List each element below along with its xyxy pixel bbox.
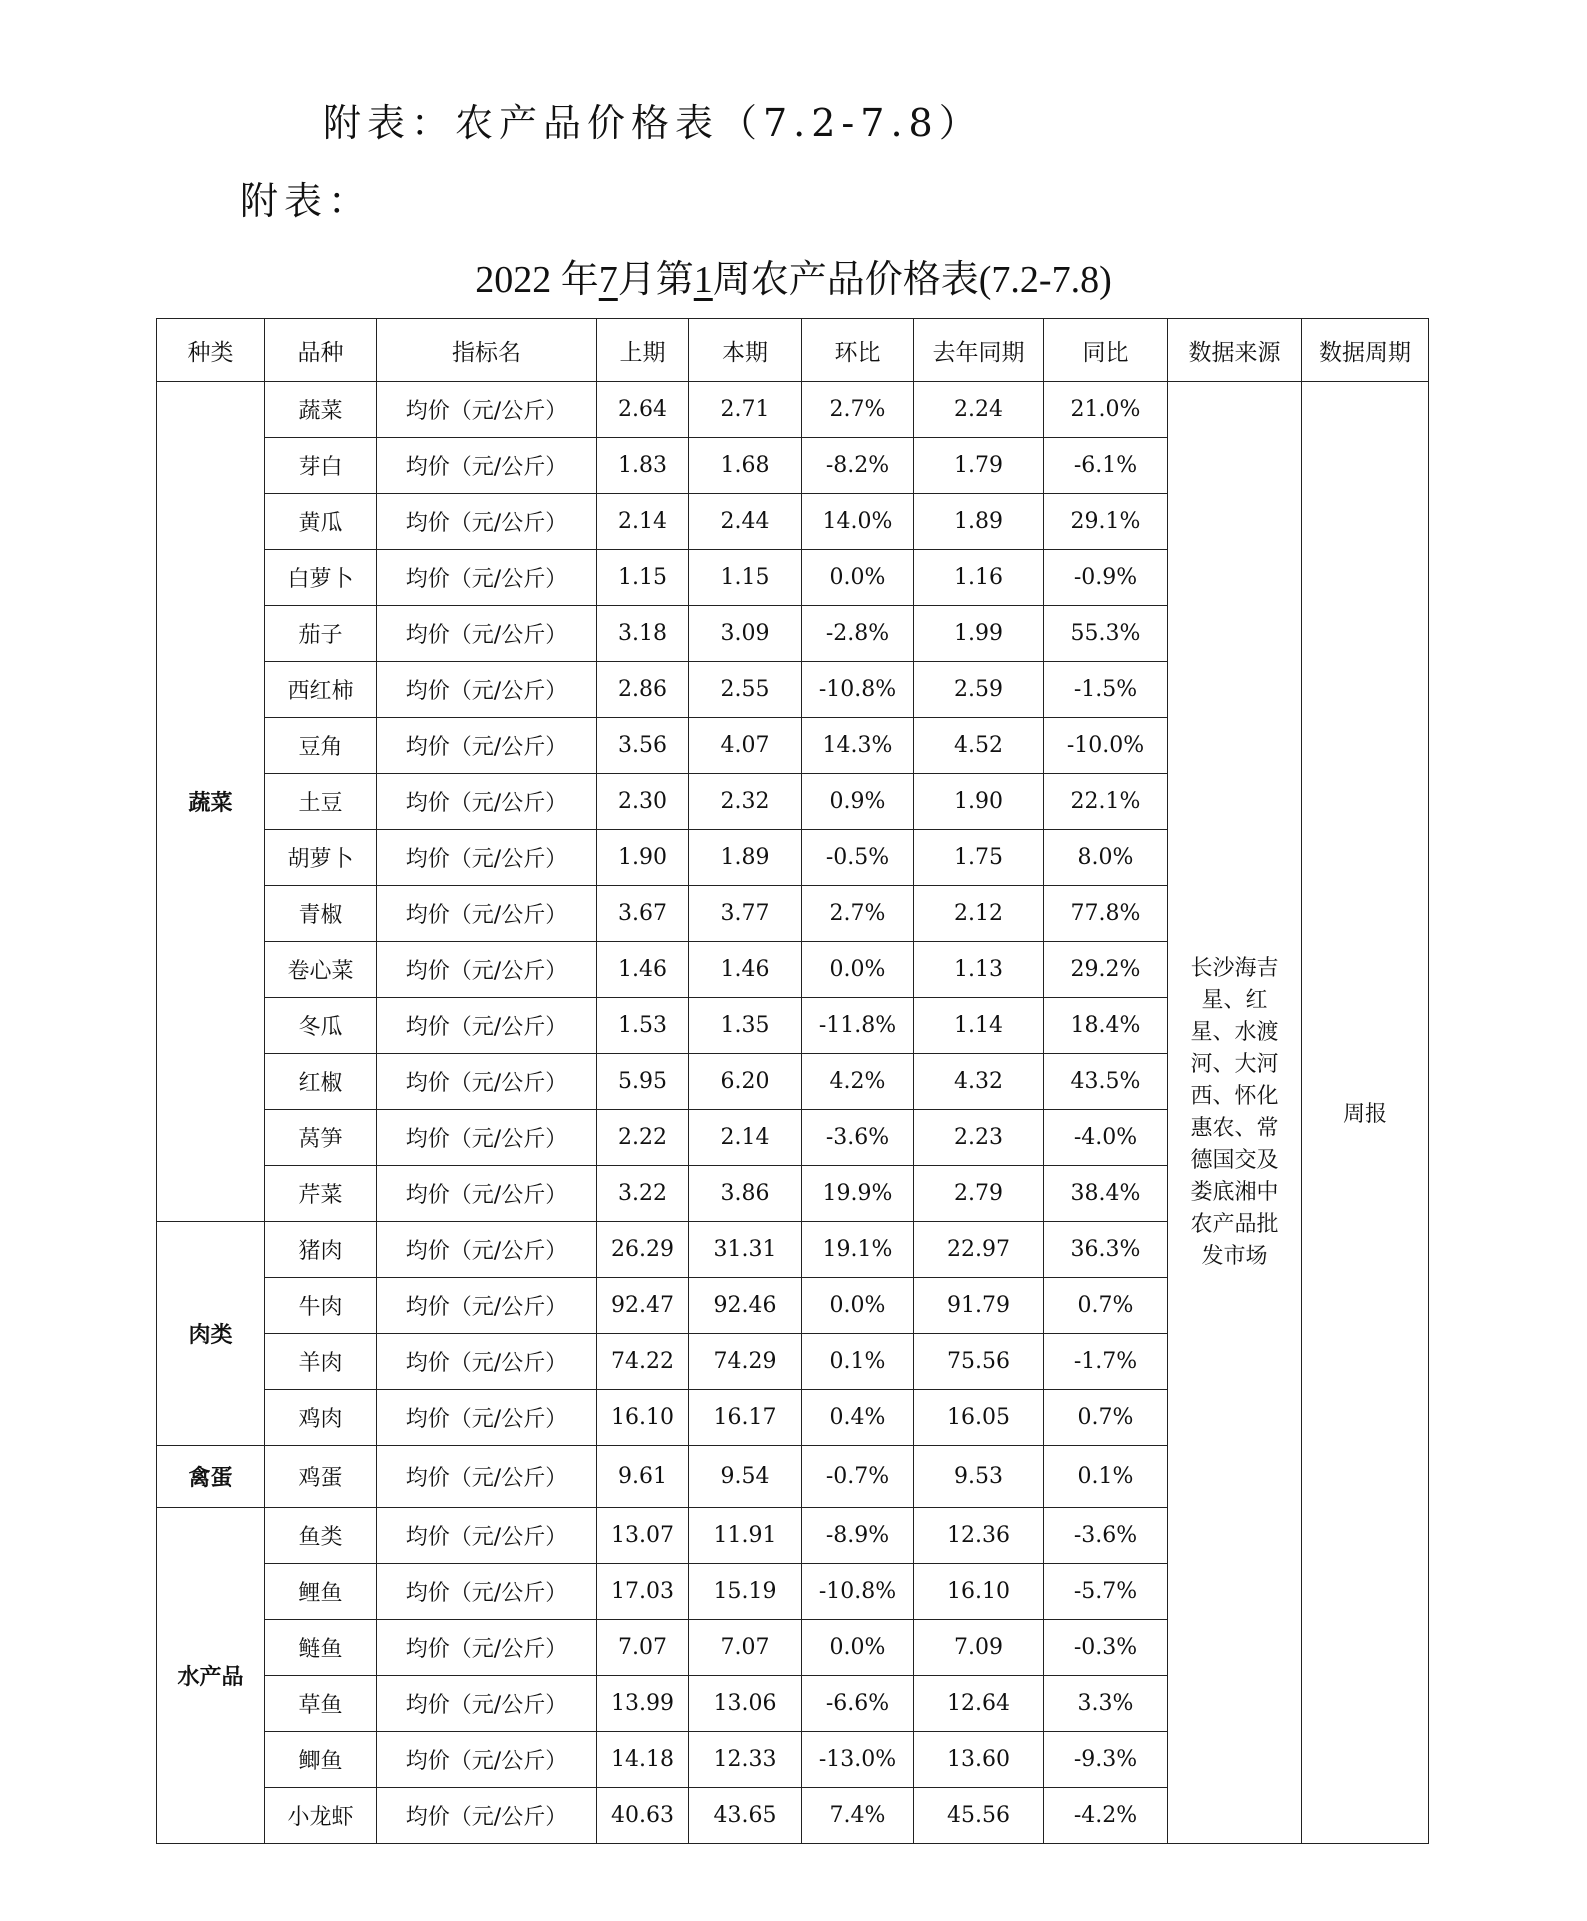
mom-change-cell: -2.8% [802, 606, 914, 662]
mom-change-cell: 2.7% [802, 382, 914, 438]
indicator-cell: 均价（元/公斤） [377, 1054, 597, 1110]
variety-cell: 土豆 [265, 774, 377, 830]
table-title [0, 248, 1587, 303]
title-week: 1 [693, 259, 713, 301]
current-value-cell: 2.71 [689, 382, 802, 438]
prev-value-cell: 1.90 [597, 830, 689, 886]
last-year-value-cell: 13.60 [914, 1732, 1044, 1788]
yoy-change-cell: 29.2% [1044, 942, 1168, 998]
yoy-change-cell: -3.6% [1044, 1508, 1168, 1564]
current-value-cell: 3.09 [689, 606, 802, 662]
current-value-cell: 92.46 [689, 1278, 802, 1334]
yoy-change-cell: 29.1% [1044, 494, 1168, 550]
yoy-change-cell: 36.3% [1044, 1222, 1168, 1278]
last-year-value-cell: 45.56 [914, 1788, 1044, 1844]
category-cell: 蔬菜 [157, 382, 265, 1222]
mom-change-cell: 0.0% [802, 942, 914, 998]
variety-cell: 羊肉 [265, 1334, 377, 1390]
variety-cell: 鲤鱼 [265, 1564, 377, 1620]
variety-cell: 红椒 [265, 1054, 377, 1110]
current-value-cell: 1.68 [689, 438, 802, 494]
indicator-cell: 均价（元/公斤） [377, 606, 597, 662]
last-year-value-cell: 91.79 [914, 1278, 1044, 1334]
prev-value-cell: 92.47 [597, 1278, 689, 1334]
indicator-cell: 均价（元/公斤） [377, 1110, 597, 1166]
last-year-value-cell: 2.59 [914, 662, 1044, 718]
last-year-value-cell: 2.12 [914, 886, 1044, 942]
current-value-cell: 7.07 [689, 1620, 802, 1676]
indicator-cell: 均价（元/公斤） [377, 494, 597, 550]
indicator-cell: 均价（元/公斤） [377, 1278, 597, 1334]
prev-value-cell: 26.29 [597, 1222, 689, 1278]
title-prefix: 2022 年 [475, 259, 599, 301]
indicator-cell: 均价（元/公斤） [377, 1732, 597, 1788]
attachment-heading: 附表：农产品价格表（7.2-7.8） [323, 101, 983, 145]
prev-value-cell: 3.56 [597, 718, 689, 774]
last-year-value-cell: 1.89 [914, 494, 1044, 550]
prev-value-cell: 1.15 [597, 550, 689, 606]
indicator-cell: 均价（元/公斤） [377, 1676, 597, 1732]
variety-cell: 小龙虾 [265, 1788, 377, 1844]
current-value-cell: 12.33 [689, 1732, 802, 1788]
last-year-value-cell: 4.32 [914, 1054, 1044, 1110]
mom-change-cell: 0.9% [802, 774, 914, 830]
mom-change-cell: 14.0% [802, 494, 914, 550]
yoy-change-cell: 21.0% [1044, 382, 1168, 438]
column-header: 品种 [265, 319, 377, 382]
variety-cell: 白萝卜 [265, 550, 377, 606]
variety-cell: 鲫鱼 [265, 1732, 377, 1788]
variety-cell: 蔬菜 [265, 382, 377, 438]
yoy-change-cell: 3.3% [1044, 1676, 1168, 1732]
variety-cell: 猪肉 [265, 1222, 377, 1278]
last-year-value-cell: 1.75 [914, 830, 1044, 886]
variety-cell: 鸡肉 [265, 1390, 377, 1446]
prev-value-cell: 74.22 [597, 1334, 689, 1390]
indicator-cell: 均价（元/公斤） [377, 886, 597, 942]
yoy-change-cell: -0.3% [1044, 1620, 1168, 1676]
last-year-value-cell: 9.53 [914, 1446, 1044, 1508]
last-year-value-cell: 1.16 [914, 550, 1044, 606]
indicator-cell: 均价（元/公斤） [377, 550, 597, 606]
current-value-cell: 13.06 [689, 1676, 802, 1732]
current-value-cell: 2.14 [689, 1110, 802, 1166]
current-value-cell: 16.17 [689, 1390, 802, 1446]
yoy-change-cell: 0.1% [1044, 1446, 1168, 1508]
table-header-row [157, 319, 1429, 382]
yoy-change-cell: 8.0% [1044, 830, 1168, 886]
current-value-cell: 1.89 [689, 830, 802, 886]
attachment-subheading: 附表： [240, 179, 373, 223]
column-header: 同比 [1044, 319, 1168, 382]
indicator-cell: 均价（元/公斤） [377, 998, 597, 1054]
mom-change-cell: -11.8% [802, 998, 914, 1054]
yoy-change-cell: -1.7% [1044, 1334, 1168, 1390]
current-value-cell: 1.46 [689, 942, 802, 998]
variety-cell: 黄瓜 [265, 494, 377, 550]
variety-cell: 卷心菜 [265, 942, 377, 998]
variety-cell: 莴笋 [265, 1110, 377, 1166]
yoy-change-cell: 43.5% [1044, 1054, 1168, 1110]
indicator-cell: 均价（元/公斤） [377, 830, 597, 886]
prev-value-cell: 13.99 [597, 1676, 689, 1732]
mom-change-cell: 14.3% [802, 718, 914, 774]
prev-value-cell: 2.64 [597, 382, 689, 438]
category-cell: 水产品 [157, 1508, 265, 1844]
mom-change-cell: -8.9% [802, 1508, 914, 1564]
mom-change-cell: 0.0% [802, 550, 914, 606]
mom-change-cell: 19.1% [802, 1222, 914, 1278]
last-year-value-cell: 4.52 [914, 718, 1044, 774]
price-table [156, 318, 1429, 1844]
prev-value-cell: 3.67 [597, 886, 689, 942]
last-year-value-cell: 12.64 [914, 1676, 1044, 1732]
current-value-cell: 4.07 [689, 718, 802, 774]
mom-change-cell: 0.1% [802, 1334, 914, 1390]
current-value-cell: 74.29 [689, 1334, 802, 1390]
current-value-cell: 31.31 [689, 1222, 802, 1278]
last-year-value-cell: 2.24 [914, 382, 1044, 438]
indicator-cell: 均价（元/公斤） [377, 1564, 597, 1620]
indicator-cell: 均价（元/公斤） [377, 1446, 597, 1508]
indicator-cell: 均价（元/公斤） [377, 1390, 597, 1446]
indicator-cell: 均价（元/公斤） [377, 1620, 597, 1676]
mom-change-cell: -6.6% [802, 1676, 914, 1732]
category-cell: 禽蛋 [157, 1446, 265, 1508]
variety-cell: 冬瓜 [265, 998, 377, 1054]
table-body [157, 382, 1429, 1844]
yoy-change-cell: -9.3% [1044, 1732, 1168, 1788]
last-year-value-cell: 22.97 [914, 1222, 1044, 1278]
prev-value-cell: 16.10 [597, 1390, 689, 1446]
prev-value-cell: 14.18 [597, 1732, 689, 1788]
last-year-value-cell: 2.79 [914, 1166, 1044, 1222]
current-value-cell: 2.44 [689, 494, 802, 550]
mom-change-cell: -0.5% [802, 830, 914, 886]
variety-cell: 芽白 [265, 438, 377, 494]
mom-change-cell: -0.7% [802, 1446, 914, 1508]
column-header: 种类 [157, 319, 265, 382]
mom-change-cell: -8.2% [802, 438, 914, 494]
column-header: 去年同期 [914, 319, 1044, 382]
last-year-value-cell: 1.14 [914, 998, 1044, 1054]
indicator-cell: 均价（元/公斤） [377, 718, 597, 774]
current-value-cell: 43.65 [689, 1788, 802, 1844]
prev-value-cell: 2.86 [597, 662, 689, 718]
last-year-value-cell: 16.10 [914, 1564, 1044, 1620]
current-value-cell: 1.15 [689, 550, 802, 606]
mom-change-cell: 7.4% [802, 1788, 914, 1844]
yoy-change-cell: -1.5% [1044, 662, 1168, 718]
indicator-cell: 均价（元/公斤） [377, 942, 597, 998]
current-value-cell: 2.55 [689, 662, 802, 718]
indicator-cell: 均价（元/公斤） [377, 438, 597, 494]
column-header: 上期 [597, 319, 689, 382]
mom-change-cell: -10.8% [802, 1564, 914, 1620]
table-row [157, 382, 1429, 438]
last-year-value-cell: 12.36 [914, 1508, 1044, 1564]
yoy-change-cell: -10.0% [1044, 718, 1168, 774]
current-value-cell: 3.86 [689, 1166, 802, 1222]
current-value-cell: 6.20 [689, 1054, 802, 1110]
yoy-change-cell: -5.7% [1044, 1564, 1168, 1620]
prev-value-cell: 2.22 [597, 1110, 689, 1166]
yoy-change-cell: -4.2% [1044, 1788, 1168, 1844]
current-value-cell: 9.54 [689, 1446, 802, 1508]
current-value-cell: 15.19 [689, 1564, 802, 1620]
prev-value-cell: 13.07 [597, 1508, 689, 1564]
title-month: 7 [598, 259, 618, 301]
last-year-value-cell: 2.23 [914, 1110, 1044, 1166]
yoy-change-cell: -0.9% [1044, 550, 1168, 606]
data-source-cell: 长沙海吉星、红星、水渡河、大河西、怀化惠农、常德国交及娄底湘中农产品批发市场 [1168, 382, 1302, 1844]
prev-value-cell: 3.18 [597, 606, 689, 662]
mom-change-cell: 0.0% [802, 1620, 914, 1676]
yoy-change-cell: 38.4% [1044, 1166, 1168, 1222]
yoy-change-cell: 55.3% [1044, 606, 1168, 662]
mom-change-cell: -10.8% [802, 662, 914, 718]
mom-change-cell: 0.0% [802, 1278, 914, 1334]
column-header: 环比 [802, 319, 914, 382]
prev-value-cell: 9.61 [597, 1446, 689, 1508]
yoy-change-cell: 77.8% [1044, 886, 1168, 942]
prev-value-cell: 1.83 [597, 438, 689, 494]
variety-cell: 鸡蛋 [265, 1446, 377, 1508]
indicator-cell: 均价（元/公斤） [377, 1166, 597, 1222]
indicator-cell: 均价（元/公斤） [377, 382, 597, 438]
indicator-cell: 均价（元/公斤） [377, 774, 597, 830]
variety-cell: 芹菜 [265, 1166, 377, 1222]
title-suffix: 周农产品价格表(7.2-7.8) [712, 259, 1112, 301]
current-value-cell: 2.32 [689, 774, 802, 830]
yoy-change-cell: 0.7% [1044, 1390, 1168, 1446]
variety-cell: 鱼类 [265, 1508, 377, 1564]
variety-cell: 鲢鱼 [265, 1620, 377, 1676]
data-period-cell: 周报 [1302, 382, 1429, 1844]
prev-value-cell: 2.30 [597, 774, 689, 830]
column-header: 本期 [689, 319, 802, 382]
prev-value-cell: 40.63 [597, 1788, 689, 1844]
prev-value-cell: 17.03 [597, 1564, 689, 1620]
variety-cell: 豆角 [265, 718, 377, 774]
prev-value-cell: 3.22 [597, 1166, 689, 1222]
mom-change-cell: -13.0% [802, 1732, 914, 1788]
prev-value-cell: 7.07 [597, 1620, 689, 1676]
last-year-value-cell: 1.90 [914, 774, 1044, 830]
yoy-change-cell: 22.1% [1044, 774, 1168, 830]
mom-change-cell: 4.2% [802, 1054, 914, 1110]
prev-value-cell: 2.14 [597, 494, 689, 550]
indicator-cell: 均价（元/公斤） [377, 662, 597, 718]
current-value-cell: 1.35 [689, 998, 802, 1054]
last-year-value-cell: 7.09 [914, 1620, 1044, 1676]
last-year-value-cell: 1.79 [914, 438, 1044, 494]
variety-cell: 茄子 [265, 606, 377, 662]
yoy-change-cell: 0.7% [1044, 1278, 1168, 1334]
yoy-change-cell: -6.1% [1044, 438, 1168, 494]
column-header: 数据周期 [1302, 319, 1429, 382]
variety-cell: 草鱼 [265, 1676, 377, 1732]
current-value-cell: 3.77 [689, 886, 802, 942]
prev-value-cell: 1.46 [597, 942, 689, 998]
prev-value-cell: 5.95 [597, 1054, 689, 1110]
yoy-change-cell: -4.0% [1044, 1110, 1168, 1166]
current-value-cell: 11.91 [689, 1508, 802, 1564]
mom-change-cell: -3.6% [802, 1110, 914, 1166]
mom-change-cell: 2.7% [802, 886, 914, 942]
indicator-cell: 均价（元/公斤） [377, 1222, 597, 1278]
variety-cell: 西红柿 [265, 662, 377, 718]
indicator-cell: 均价（元/公斤） [377, 1788, 597, 1844]
indicator-cell: 均价（元/公斤） [377, 1508, 597, 1564]
yoy-change-cell: 18.4% [1044, 998, 1168, 1054]
mom-change-cell: 0.4% [802, 1390, 914, 1446]
last-year-value-cell: 1.99 [914, 606, 1044, 662]
variety-cell: 胡萝卜 [265, 830, 377, 886]
title-mid: 月第 [617, 259, 694, 301]
last-year-value-cell: 1.13 [914, 942, 1044, 998]
category-cell: 肉类 [157, 1222, 265, 1446]
column-header: 指标名 [377, 319, 597, 382]
variety-cell: 牛肉 [265, 1278, 377, 1334]
last-year-value-cell: 16.05 [914, 1390, 1044, 1446]
variety-cell: 青椒 [265, 886, 377, 942]
last-year-value-cell: 75.56 [914, 1334, 1044, 1390]
mom-change-cell: 19.9% [802, 1166, 914, 1222]
indicator-cell: 均价（元/公斤） [377, 1334, 597, 1390]
column-header: 数据来源 [1168, 319, 1302, 382]
prev-value-cell: 1.53 [597, 998, 689, 1054]
